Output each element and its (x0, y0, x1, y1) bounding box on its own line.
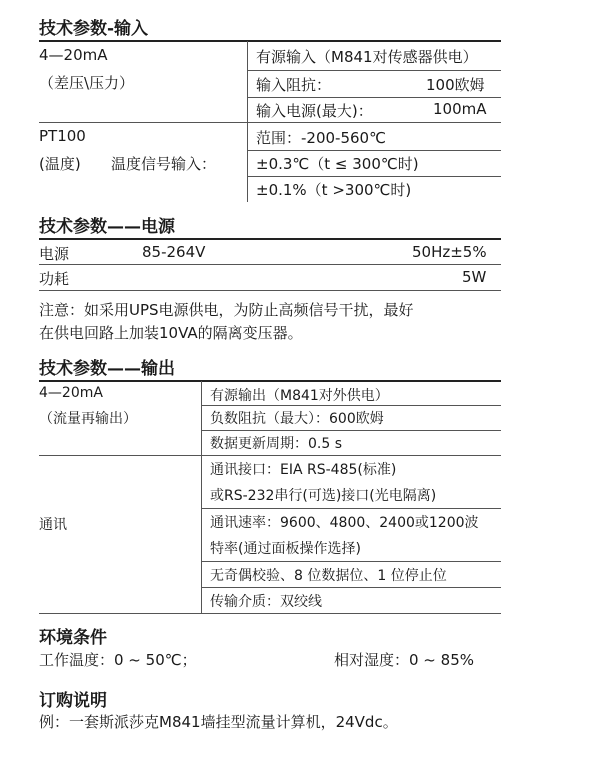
comm-baud-rate: 通讯速率：9600、4800、2400或1200波 (210, 515, 479, 531)
power-supply-frequency: 50Hz±5% (412, 243, 487, 261)
output-4-20ma-sublabel: （流量再输出） (39, 411, 137, 427)
divider (39, 264, 501, 265)
divider (201, 561, 501, 562)
divider (247, 97, 501, 98)
comm-interface: 通讯接口：EIA RS-485(标准) (210, 462, 397, 478)
output-impedance: 负数阻抗（最大）：600欧姆 (210, 411, 384, 427)
input-impedance-label: 输入阻抗： (256, 76, 332, 94)
power-note-line-1: 注意：如采用UPS电源供电，为防止高频信号干扰，最好 (39, 301, 414, 319)
pt100-temp-label: (温度) (39, 155, 81, 173)
divider (39, 122, 501, 123)
comm-medium: 传输介质：双绞线 (210, 594, 322, 610)
divider (247, 150, 501, 151)
pt100-accuracy-2: ±0.1%（t >300℃时) (256, 181, 412, 199)
divider (39, 613, 501, 614)
input-power-value: 100mA (433, 100, 487, 118)
power-supply-label: 电源 (39, 245, 70, 263)
order-section-title: 订购说明 (39, 691, 107, 711)
power-supply-voltage: 85-264V (142, 243, 206, 261)
output-4-20ma-label: 4—20mA (39, 385, 103, 401)
pt100-signal-label: 温度信号输入： (111, 155, 217, 173)
divider (247, 176, 501, 177)
divider (201, 587, 501, 588)
power-note-line-2: 在供电回路上加装10VA的隔离变压器。 (39, 324, 303, 342)
divider (39, 455, 501, 456)
power-consumption-label: 功耗 (39, 270, 70, 288)
divider (39, 238, 501, 240)
input-4-20ma-label: 4—20mA (39, 46, 108, 64)
pt100-range: 范围：-200-560℃ (256, 129, 386, 147)
env-operating-temp: 工作温度：0 ~ 50℃； (39, 651, 197, 669)
power-section-title: 技术参数——电源 (39, 217, 175, 237)
power-consumption-value: 5W (462, 268, 487, 286)
divider (247, 70, 501, 71)
divider (39, 380, 501, 382)
input-active-source: 有源输入（M841对传感器供电） (256, 48, 478, 66)
divider (39, 290, 501, 291)
env-section-title: 环境条件 (39, 628, 107, 648)
comm-data-format: 无奇偶校验、8 位数据位、1 位停止位 (210, 568, 447, 584)
output-update-period: 数据更新周期：0.5 s (210, 436, 343, 452)
env-humidity: 相对湿度：0 ~ 85% (334, 651, 474, 669)
comm-interface-optional: 或RS-232串行(可选)接口(光电隔离) (210, 488, 437, 504)
column-divider (201, 381, 202, 614)
input-section-title: 技术参数-输入 (39, 19, 149, 39)
pt100-accuracy-1: ±0.3℃（t ≤ 300℃时) (256, 155, 419, 173)
divider (39, 40, 501, 42)
order-example: 例：一套斯派莎克M841墙挂型流量计算机，24Vdc。 (39, 713, 398, 731)
divider (201, 405, 501, 406)
comm-label: 通讯 (39, 517, 67, 533)
comm-baud-rate-note: 特率(通过面板操作选择) (210, 541, 361, 557)
divider (201, 430, 501, 431)
pt100-label: PT100 (39, 127, 86, 145)
input-4-20ma-sublabel: （差压\压力） (39, 74, 135, 92)
divider (201, 508, 501, 509)
input-impedance-value: 100欧姆 (426, 76, 485, 94)
output-active-source: 有源输出（M841对外供电） (210, 388, 389, 404)
input-power-label: 输入电源(最大)： (256, 102, 373, 120)
output-section-title: 技术参数——输出 (39, 359, 175, 379)
